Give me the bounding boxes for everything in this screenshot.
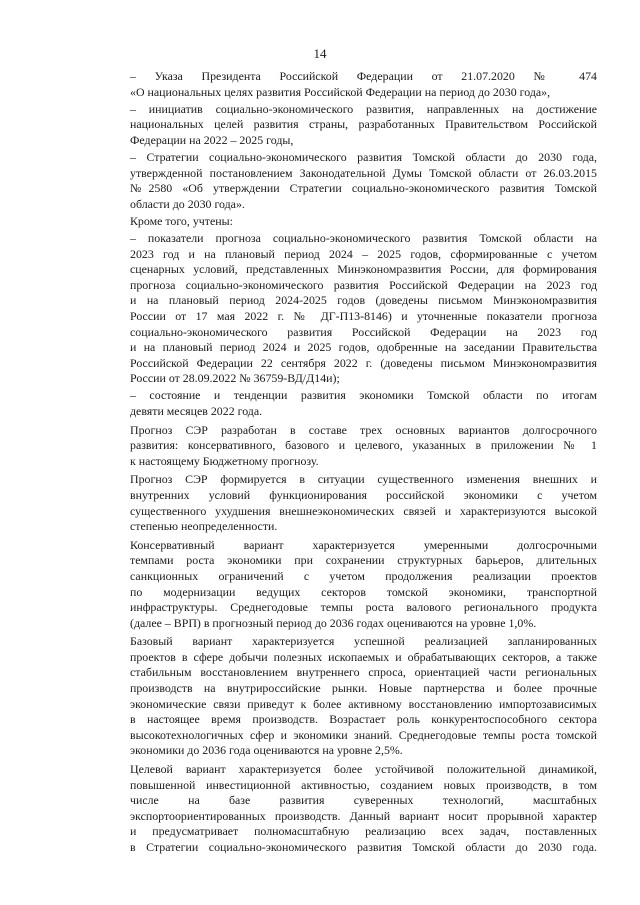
page-number: 14 bbox=[313, 46, 327, 61]
text-line: в настоящее время производств. Возрастает роль конкурентоспособного сектора bbox=[130, 712, 597, 727]
text-line: инфраструктуры. Среднегодовые темпы роста валового регионального продукта bbox=[130, 600, 597, 615]
text-line: проектов в сфере добычи полезных ископаемых и обрабатывающих секторов, а также bbox=[130, 649, 597, 664]
text-line: (далее – ВРП) в прогнозный период до 2036 годах оцениваются на уровне 1,0%. bbox=[130, 615, 537, 630]
text-line: девяти месяцев 2022 года. bbox=[130, 403, 263, 418]
paragraph-economy-trends bbox=[90, 388, 597, 419]
paragraph-base-variant bbox=[90, 634, 597, 759]
text-line: высокотехнологичных сфер и экономики знаний. Среднегодовые темпы роста томской bbox=[130, 727, 597, 742]
text-line: по модернизации ведущих секторов томской экономики, транспортной bbox=[130, 584, 597, 599]
text-line: экономики до 2036 года оцениваются на уровне 2,5%. bbox=[130, 743, 403, 758]
text-line: в Стратегии социально-экономического развития Томской области до 2030 года. bbox=[130, 840, 597, 854]
text-line: – состояние и тенденции развития экономики Томской области по итогам bbox=[130, 388, 597, 403]
text-line: сценарных условий, представленных Минэкономразвития России, для формирования bbox=[130, 262, 597, 277]
text-line: области до 2030 года». bbox=[130, 196, 245, 211]
text-line: социально-экономического развития Российской Федерации на 2023 год bbox=[130, 324, 597, 339]
text-line: к настоящему Бюджетному прогнозу. bbox=[130, 453, 319, 468]
text-line: санкционных ограничений с учетом продолжения реализации проектов bbox=[130, 568, 597, 583]
text-line: Прогноз СЭР разработан в составе трех основных вариантов долгосрочного bbox=[130, 422, 597, 437]
text-line: – инициатив социально-экономического развития, направленных на достижение bbox=[130, 101, 597, 116]
text-line: развития: консервативного, базового и целевого, указанных в приложении № 1 bbox=[130, 438, 597, 453]
text-line: производств на внутрироссийские рынки. Новые партнерства и более прочные bbox=[130, 681, 597, 696]
text-line: Базовый вариант характеризуется успешной реализацией запланированных bbox=[130, 634, 597, 649]
text-line: и на плановый период 2024-2025 годов (доведены письмом Минэкономразвития bbox=[130, 293, 597, 308]
text-line: и предусматривает полномасштабную реализацию всех задач, поставленных bbox=[130, 824, 597, 839]
text-line: Целевой вариант характеризуется более устойчивой положительной динамикой, bbox=[130, 762, 597, 777]
text-line: национальных целей развития страны, разработанных Правительством Российской bbox=[130, 117, 597, 132]
text-line: 2023 год и на плановый период 2024 – 2025 годов, сформированные с учетом bbox=[130, 246, 597, 261]
paragraph-forecast-indicators bbox=[90, 231, 597, 387]
paragraph-also-considered bbox=[90, 214, 597, 230]
text-line: прогноза социально-экономического развития Российской Федерации на 2023 год bbox=[130, 277, 597, 292]
text-line: и на плановый период 2024 и 2025 годов, одобренные на заседании Правительства bbox=[130, 340, 597, 355]
text-line: Прогноз СЭР формируется в ситуации существенного изменения внешних и bbox=[130, 472, 597, 487]
text-line: внутренних условий функционирования российской экономики с учетом bbox=[130, 487, 597, 502]
text-line: Кроме того, учтены: bbox=[130, 213, 233, 228]
text-line: России от 17 мая 2022 г. № ДГ-П13-8146) и уточненные показатели прогноза bbox=[130, 308, 597, 323]
text-line: повышенной инвестиционной активностью, созданием новых производств, в том bbox=[130, 777, 597, 792]
text-line: «О национальных целях развития Российской Федерации на период до 2030 года», bbox=[130, 84, 551, 99]
text-line: России от 28.09.2022 № 36759-ВД/Д14и); bbox=[130, 371, 340, 386]
paragraph-initiatives-reference bbox=[90, 102, 597, 149]
text-line: степенью неопределенности. bbox=[130, 519, 278, 534]
paragraph-strategy-reference bbox=[90, 150, 597, 212]
text-line: №2580 «Об утверждении Стратегии социально-экономического развития Томской bbox=[130, 181, 597, 196]
text-line: Федерации на 2022 – 2025 годы, bbox=[130, 132, 294, 147]
text-line: – показатели прогноза социально-экономического развития Томской области на bbox=[130, 230, 597, 245]
paragraph-decree-reference bbox=[90, 69, 597, 100]
paragraph-forecast-variants bbox=[90, 423, 597, 470]
text-line: экономические связи приведут к более активному восстановлению импортозависимых bbox=[130, 696, 597, 711]
text-line: стабильным восстановлением внутреннего спроса, ориентацией части региональных bbox=[130, 665, 597, 680]
text-line: – Указа Президента Российской Федерации от 21.07.2020 № 474 bbox=[130, 69, 597, 83]
text-line: темпами роста экономики при сохранении структурных барьеров, длительных bbox=[130, 553, 597, 568]
text-line: числе на базе развития суверенных технологий, масштабных bbox=[130, 793, 597, 808]
text-line: Консервативный вариант характеризуется умеренными долгосрочными bbox=[130, 537, 597, 552]
paragraph-conservative-variant bbox=[90, 538, 597, 632]
text-line: – Стратегии социально-экономического развития Томской области до 2030 года, bbox=[130, 149, 597, 164]
paragraph-target-variant bbox=[90, 762, 597, 856]
paragraph-forecast-conditions bbox=[90, 472, 597, 534]
text-line: Российской Федерации 22 сентября 2022 г. (доведены письмом Минэкономразвития bbox=[130, 355, 597, 370]
text-line: существенного ухудшения внешнеэкономических связей и характеризуются высокой bbox=[130, 503, 597, 518]
text-line: утвержденной постановлением Законодательной Думы Томской области от 26.03.2015 bbox=[130, 165, 597, 180]
text-line: экспортоориентированных производств. Данный вариант носит прорывной характер bbox=[130, 808, 597, 823]
document-body bbox=[90, 69, 597, 857]
